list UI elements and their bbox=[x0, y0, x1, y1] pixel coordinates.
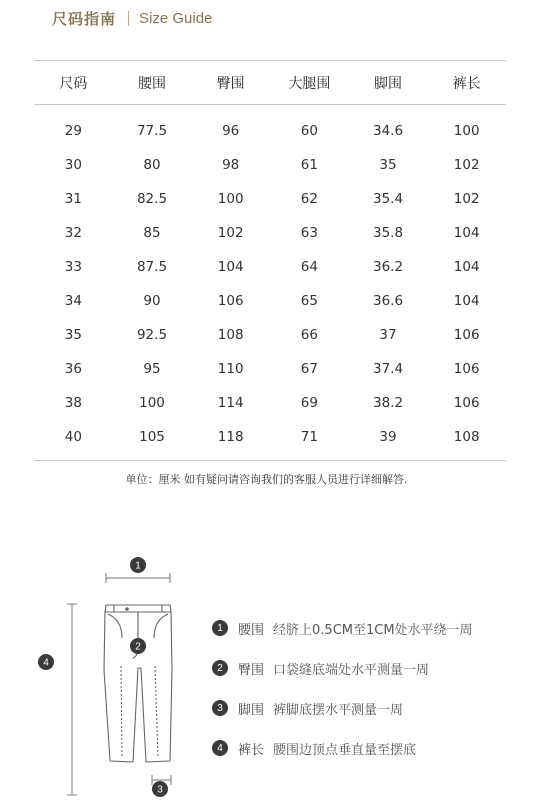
table-cell: 80 bbox=[143, 157, 161, 173]
table-row bbox=[34, 284, 506, 318]
table-cell: 35.8 bbox=[372, 225, 404, 241]
table-cell: 37 bbox=[379, 327, 397, 343]
table-cell: 35 bbox=[379, 157, 397, 173]
table-cell: 35.4 bbox=[372, 191, 404, 207]
table-cell: 64 bbox=[300, 259, 318, 275]
unit-note: 单位：厘米 如有疑问请咨询我们的客服人员进行详细解答. bbox=[125, 473, 408, 486]
table-cell: 85 bbox=[143, 225, 161, 241]
waist-button bbox=[125, 607, 129, 611]
table-row bbox=[34, 318, 506, 352]
table-row bbox=[34, 114, 506, 148]
table-cell: 98 bbox=[222, 157, 240, 173]
table-cell: 106 bbox=[217, 293, 244, 309]
table-row bbox=[34, 148, 506, 182]
legend-number: 2 bbox=[212, 660, 228, 676]
table-cell: 67 bbox=[300, 361, 318, 377]
table-header-rule bbox=[34, 104, 506, 105]
table-row bbox=[34, 420, 506, 454]
legend-number: 1 bbox=[212, 620, 228, 636]
table-header-row bbox=[34, 61, 506, 104]
legend-description: 口袋缝底端处水平测量一周 bbox=[273, 662, 430, 678]
table-cell: 37.4 bbox=[372, 361, 404, 377]
table-cell: 102 bbox=[453, 157, 480, 173]
table-cell: 62 bbox=[300, 191, 318, 207]
title-english: Size Guide bbox=[139, 9, 213, 27]
table-cell: 36.6 bbox=[372, 293, 404, 309]
table-cell: 38.2 bbox=[372, 395, 404, 411]
table-cell: 71 bbox=[300, 429, 318, 445]
table-cell: 110 bbox=[217, 361, 244, 377]
table-cell: 34 bbox=[64, 293, 82, 309]
table-cell: 92.5 bbox=[136, 327, 168, 343]
table-cell: 102 bbox=[217, 225, 244, 241]
table-cell: 39 bbox=[379, 429, 397, 445]
table-row bbox=[34, 216, 506, 250]
table-cell: 61 bbox=[300, 157, 318, 173]
pants-outline bbox=[104, 605, 172, 762]
title-chinese: 尺码指南 bbox=[52, 9, 117, 28]
marker-2-label: 2 bbox=[135, 641, 141, 653]
table-cell: 65 bbox=[300, 293, 318, 309]
title-divider bbox=[128, 11, 129, 26]
table-cell: 38 bbox=[64, 395, 82, 411]
table-cell: 36 bbox=[64, 361, 82, 377]
table-cell: 40 bbox=[64, 429, 82, 445]
pants-diagram bbox=[30, 550, 220, 800]
column-header: 大腿围 bbox=[288, 75, 331, 92]
legend-item bbox=[212, 688, 473, 728]
measurement-legend bbox=[212, 608, 473, 768]
legend-item bbox=[212, 608, 473, 648]
table-cell: 36.2 bbox=[372, 259, 404, 275]
table-cell: 63 bbox=[300, 225, 318, 241]
legend-label: 脚围 bbox=[238, 702, 265, 718]
table-cell: 104 bbox=[453, 293, 480, 309]
table-cell: 100 bbox=[453, 123, 480, 139]
table-cell: 100 bbox=[139, 395, 165, 411]
legend-label: 臀围 bbox=[238, 662, 265, 678]
table-cell: 118 bbox=[217, 429, 244, 445]
column-header: 腰围 bbox=[138, 75, 166, 92]
legend-label: 裤长 bbox=[238, 742, 265, 758]
table-cell: 66 bbox=[300, 327, 318, 343]
table-row bbox=[34, 352, 506, 386]
table-cell: 34.6 bbox=[372, 123, 404, 139]
column-header: 尺码 bbox=[59, 75, 88, 92]
legend-item bbox=[212, 648, 473, 688]
legend-description: 腰围边顶点垂直量至摆底 bbox=[273, 742, 417, 758]
table-row bbox=[34, 386, 506, 420]
table-cell: 87.5 bbox=[136, 259, 168, 275]
table-cell: 96 bbox=[222, 123, 240, 139]
table-cell: 60 bbox=[300, 123, 318, 139]
marker-4-label: 4 bbox=[43, 657, 49, 669]
table-cell: 108 bbox=[453, 429, 480, 445]
legend-description: 经脐上0.5CM至1CM处水平绕一周 bbox=[273, 622, 473, 638]
table-cell: 105 bbox=[139, 429, 165, 445]
table-cell: 106 bbox=[453, 395, 480, 411]
table-cell: 95 bbox=[143, 361, 161, 377]
legend-number: 4 bbox=[212, 740, 228, 756]
table-cell: 108 bbox=[217, 327, 244, 343]
column-header: 脚围 bbox=[374, 75, 403, 92]
table-cell: 104 bbox=[453, 259, 480, 275]
legend-description: 裤脚底摆水平测量一周 bbox=[273, 702, 404, 718]
marker-1-label: 1 bbox=[135, 560, 141, 572]
table-cell: 104 bbox=[453, 225, 480, 241]
table-cell: 32 bbox=[64, 225, 82, 241]
marker-3-label: 3 bbox=[157, 784, 163, 796]
table-cell: 106 bbox=[453, 361, 480, 377]
table-cell: 104 bbox=[217, 259, 244, 275]
table-cell: 114 bbox=[217, 395, 244, 411]
table-cell: 30 bbox=[64, 157, 82, 173]
legend-item bbox=[212, 728, 473, 768]
table-cell: 69 bbox=[300, 395, 318, 411]
table-row bbox=[34, 182, 506, 216]
table-cell: 100 bbox=[217, 191, 244, 207]
table-cell: 33 bbox=[64, 259, 82, 275]
table-cell: 31 bbox=[64, 191, 82, 207]
table-cell: 90 bbox=[143, 293, 161, 309]
table-cell: 29 bbox=[64, 123, 82, 139]
legend-label: 腰围 bbox=[238, 622, 265, 638]
table-cell: 77.5 bbox=[136, 123, 168, 139]
column-header: 臀围 bbox=[216, 75, 245, 92]
table-bottom-rule bbox=[34, 460, 506, 461]
table-cell: 106 bbox=[453, 327, 480, 343]
table-cell: 82.5 bbox=[136, 191, 168, 207]
column-header: 裤长 bbox=[452, 75, 481, 92]
table-body bbox=[34, 114, 506, 454]
size-table bbox=[34, 60, 506, 461]
legend-number: 3 bbox=[212, 700, 228, 716]
table-cell: 35 bbox=[64, 327, 82, 343]
page-header bbox=[52, 6, 212, 30]
table-row bbox=[34, 250, 506, 284]
table-cell: 102 bbox=[453, 191, 480, 207]
